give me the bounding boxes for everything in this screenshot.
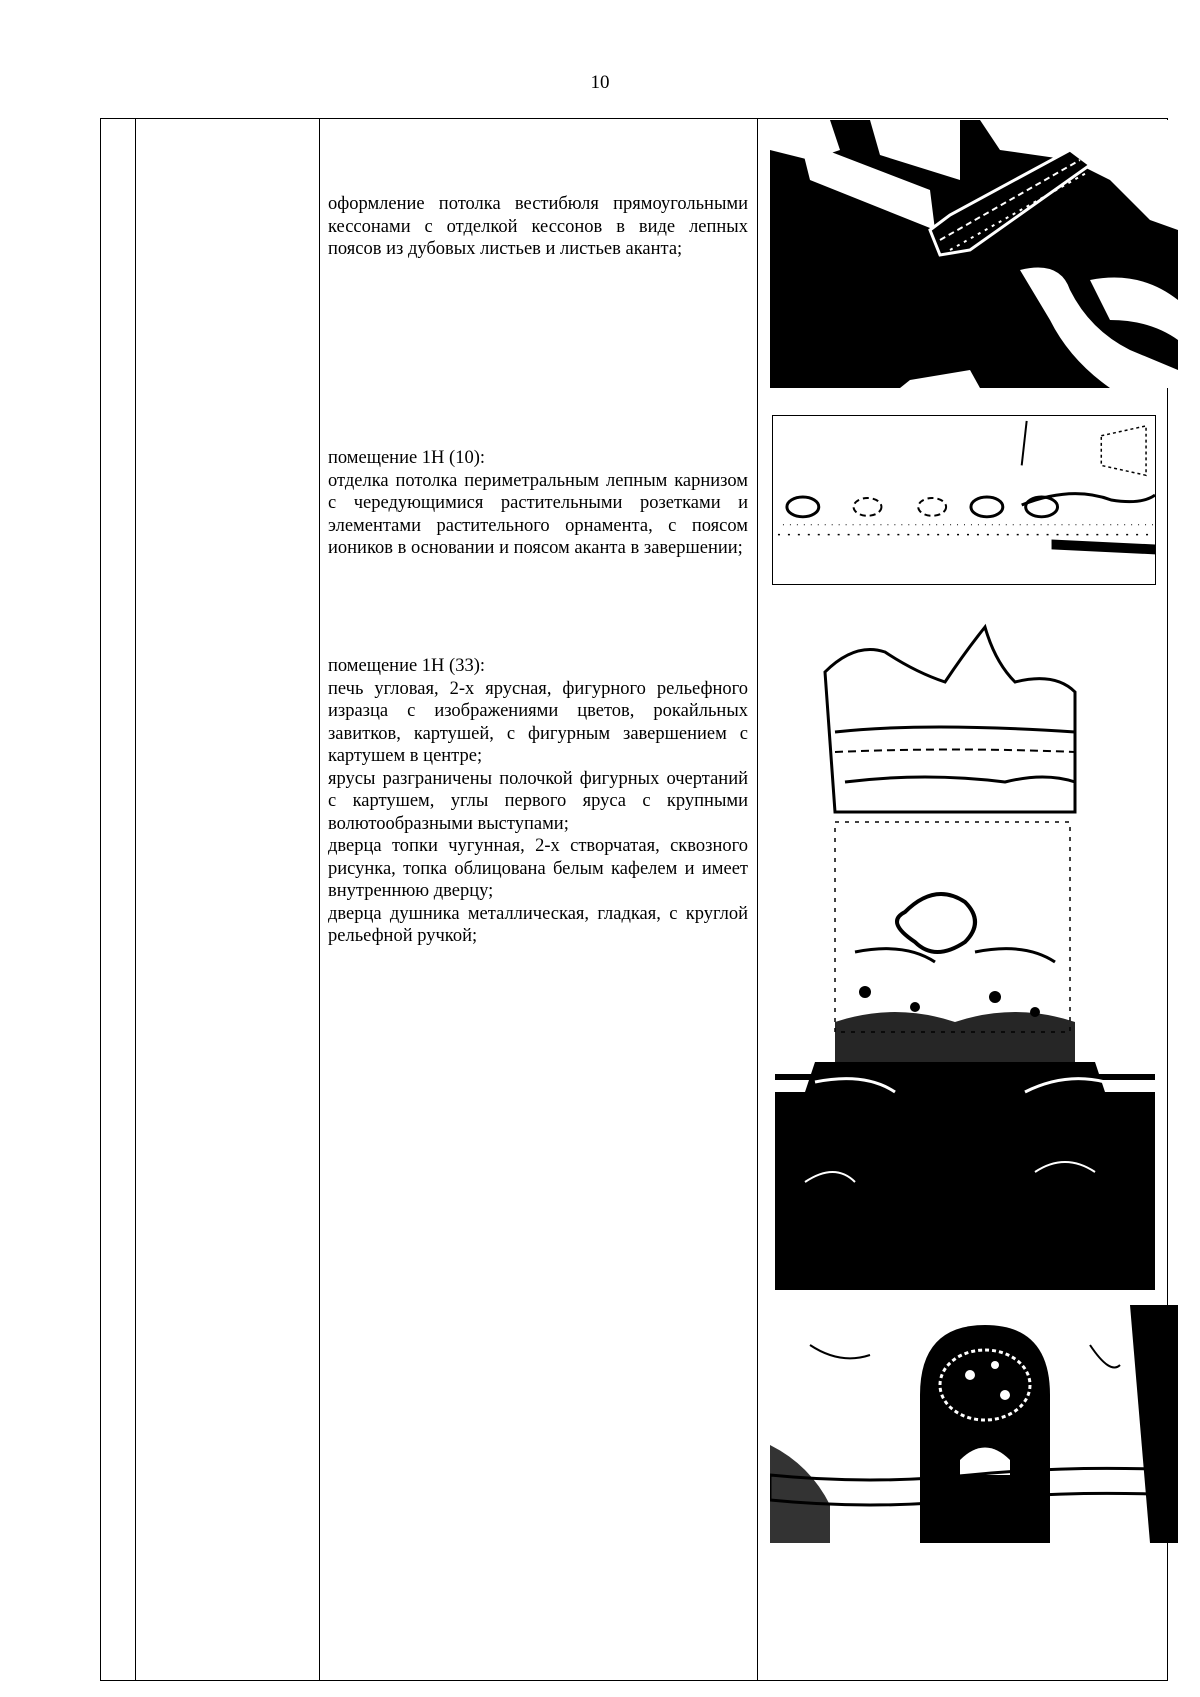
description-paragraph: дверца топки чугунная, 2-х створчатая, сквозного рисунка, топка облицована белым кафелем и имеет внутреннюю дверцу;	[328, 836, 748, 901]
photo-tiled-stove	[775, 622, 1155, 1290]
description-paragraph: ярусы разграничены полочкой фигурных очертаний с картушем, углы первого яруса с крупными волютообразными выступами;	[328, 768, 748, 834]
room-heading: помещение 1Н (33):	[328, 656, 486, 676]
photo-firebox-door	[770, 1305, 1178, 1543]
page-number: 10	[590, 72, 610, 93]
description-paragraph: печь угловая, 2-х ярусная, фигурного рельефного изразца с изображениями цветов, рокайльных завитков, картушей, с фигурным завершением с картушем в центре;	[328, 678, 748, 766]
room-heading: помещение 1Н (10):	[328, 448, 486, 468]
column-divider	[757, 119, 758, 1680]
description-paragraph: отделка потолка периметральным лепным карнизом с чередующимися растительными розетками и элементами растительного орнамента, с поясом иоников в основании и поясом аканта в завершении;	[328, 470, 748, 558]
column-divider	[319, 119, 320, 1680]
ceiling-vestibule-description	[328, 193, 748, 261]
photo-cornice-frieze	[772, 415, 1156, 585]
room-1n-10-description	[328, 447, 748, 560]
photo-ceiling-coffers	[770, 120, 1178, 388]
description-paragraph: оформление потолка вестибюля прямоугольными кессонами с отделкой кессонов в виде лепных поясов из дубовых листьев и листьев аканта;	[328, 194, 748, 259]
column-divider	[135, 119, 136, 1680]
description-paragraph: дверца душника металлическая, гладкая, с круглой рельефной ручкой;	[328, 903, 748, 946]
room-1n-33-description	[328, 655, 748, 948]
